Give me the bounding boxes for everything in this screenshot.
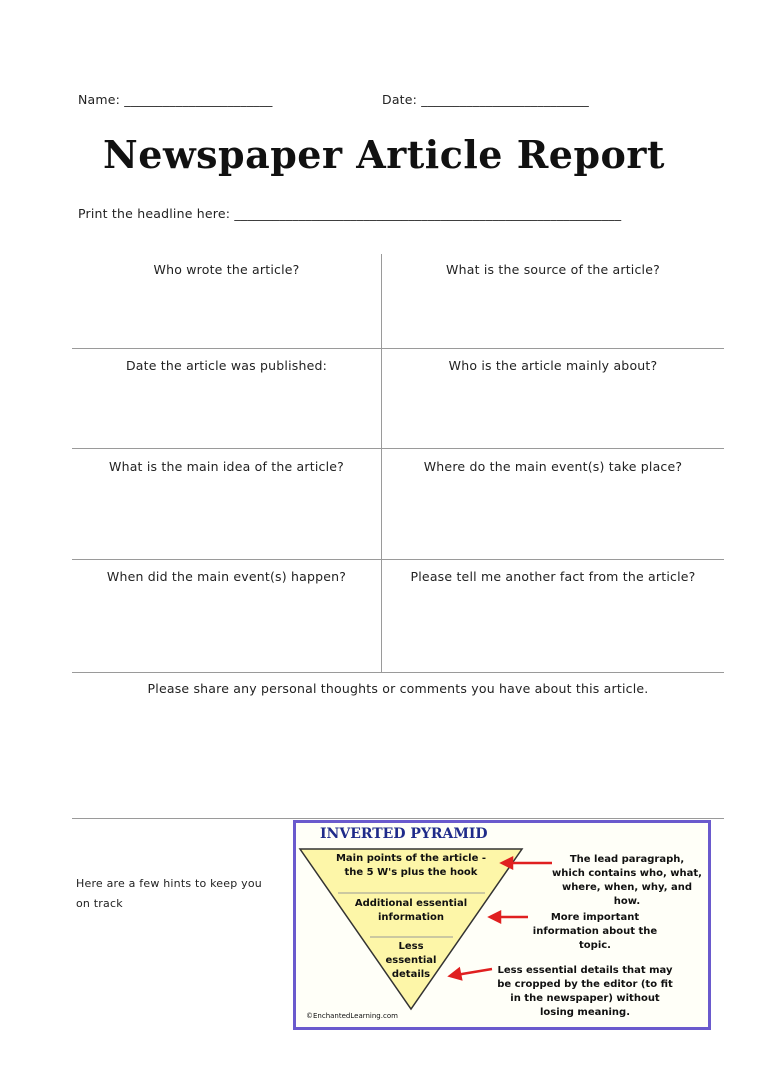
name-field[interactable] bbox=[78, 92, 273, 107]
row-divider bbox=[72, 672, 724, 673]
name-blank[interactable]: _______________________ bbox=[124, 92, 273, 107]
headline-label: Print the headline here: bbox=[78, 206, 231, 221]
pyramid-tier-main: Main points of the article - the 5 W's plus the hook bbox=[335, 853, 487, 878]
question-main-idea: What is the main idea of the article? bbox=[109, 459, 344, 474]
date-field[interactable] bbox=[382, 92, 589, 107]
date-blank[interactable]: __________________________ bbox=[421, 92, 589, 107]
hint-text: Here are a few hints to keep you on track bbox=[76, 877, 262, 910]
row-divider bbox=[72, 348, 724, 349]
row-divider bbox=[72, 559, 724, 560]
question-source: What is the source of the article? bbox=[446, 262, 660, 277]
note-lead-paragraph: The lead paragraph, which contains who, what, where, when, why, and how. bbox=[552, 854, 702, 907]
arrow-details bbox=[456, 969, 492, 975]
headline-field[interactable] bbox=[78, 206, 621, 221]
question-author: Who wrote the article? bbox=[153, 262, 300, 277]
pyramid-tier-less: Less essential details bbox=[385, 941, 437, 980]
pyramid-title: INVERTED PYRAMID bbox=[320, 826, 488, 842]
arrow-important-head bbox=[490, 912, 500, 922]
row-divider bbox=[72, 818, 724, 819]
headline-blank[interactable]: ____________________________________________________________ bbox=[234, 206, 622, 221]
note-less-essential: Less essential details that may be cropped by the editor (to fit in the newspaper) without losing meaning. bbox=[497, 965, 673, 1018]
question-other-fact: Please tell me another fact from the article? bbox=[410, 569, 696, 584]
arrow-details-head bbox=[450, 969, 461, 979]
name-label: Name: bbox=[78, 92, 121, 107]
question-event-time: When did the main event(s) happen? bbox=[106, 569, 347, 584]
question-main-subject: Who is the article mainly about? bbox=[448, 358, 658, 373]
row-divider bbox=[72, 448, 724, 449]
pyramid-credit: ©EnchantedLearning.com bbox=[306, 1012, 398, 1020]
question-event-location: Where do the main event(s) take place? bbox=[423, 459, 683, 474]
question-date-published: Date the article was published: bbox=[125, 358, 328, 373]
question-personal-thoughts: Please share any personal thoughts or comments you have about this article. bbox=[147, 681, 649, 696]
pyramid-tier-additional: Additional essential information bbox=[354, 898, 468, 923]
inverted-pyramid-diagram bbox=[293, 820, 711, 1030]
note-important-info: More important information about the topic. bbox=[532, 912, 658, 951]
page-title: Newspaper Article Report bbox=[103, 132, 665, 177]
date-label: Date: bbox=[382, 92, 418, 107]
